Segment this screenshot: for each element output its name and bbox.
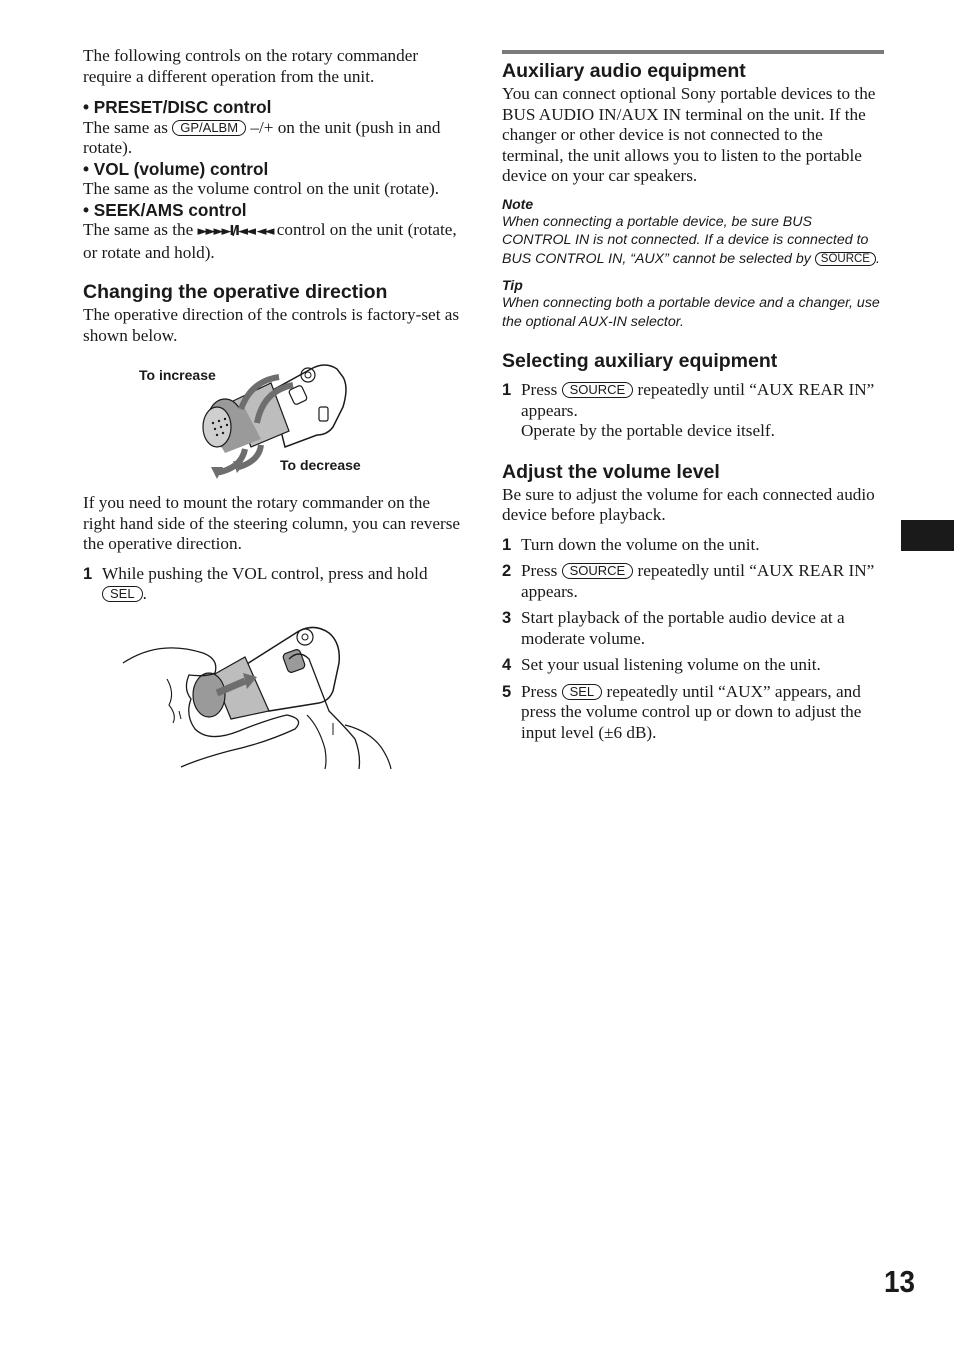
step-text: Set your usual listening volume on the unit. bbox=[521, 655, 821, 674]
hand-figure bbox=[83, 619, 465, 769]
step-number: 1 bbox=[83, 564, 93, 583]
source-button-label: SOURCE bbox=[815, 252, 876, 266]
note-label: Note bbox=[502, 195, 534, 212]
step-number: 1 bbox=[502, 381, 512, 399]
list-item bbox=[502, 561, 884, 602]
selecting-step-1 bbox=[502, 380, 884, 442]
step-text: Turn down the volume on the unit. bbox=[521, 534, 760, 554]
selecting-heading: Selecting auxiliary equipment bbox=[502, 350, 778, 372]
list-item bbox=[502, 608, 884, 649]
rotary-figure bbox=[83, 361, 465, 489]
hand-operation-illustration bbox=[119, 619, 419, 769]
adjust-steps bbox=[502, 535, 884, 744]
control-description: The same as the volume control on the unit (rotate). bbox=[83, 179, 440, 198]
step-text: Press SOURCE repeatedly until “AUX REAR IN” appears. Operate by the portable device itself. bbox=[521, 380, 875, 440]
step-text: Press SOURCE repeatedly until “AUX REAR IN” appears. bbox=[521, 561, 875, 601]
control-title: • PRESET/DISC control bbox=[83, 97, 272, 117]
seek-symbol: ►►►►I/I◄◄ ◄◄ bbox=[197, 224, 273, 239]
changing-heading: Changing the operative direction bbox=[83, 281, 388, 303]
changing-text: The operative direction of the controls is factory-set as shown below. bbox=[83, 305, 460, 345]
right-column bbox=[502, 50, 884, 743]
step-text: Press SEL repeatedly until “AUX” appears, and press the volume control up or down to adjust the input level (±6 dB). bbox=[521, 681, 862, 742]
list-item bbox=[502, 682, 884, 744]
step-text: Start playback of the portable audio device at a moderate volume. bbox=[521, 608, 845, 648]
adjust-heading: Adjust the volume level bbox=[502, 460, 720, 483]
tip-label: Tip bbox=[502, 277, 523, 293]
list-item bbox=[502, 655, 884, 676]
to-decrease-label: To decrease bbox=[280, 457, 361, 473]
changing-step-1 bbox=[83, 564, 465, 605]
list-item bbox=[83, 97, 465, 159]
step-number: 3 bbox=[502, 609, 512, 627]
control-description: The same as GP/ALBM –/+ on the unit (push in and rotate). bbox=[83, 117, 441, 157]
tip-text: When connecting both a portable device and a changer, use the optional AUX-IN selector. bbox=[502, 295, 880, 330]
source-button-label: SOURCE bbox=[562, 563, 634, 579]
page-number: 13 bbox=[884, 1264, 916, 1299]
adjust-text: Be sure to adjust the volume for each connected audio device before playback. bbox=[502, 484, 875, 524]
intro-text: The following controls on the rotary commander require a different operation from the unit. bbox=[83, 46, 419, 86]
gp-albm-button-label: GP/ALBM bbox=[172, 120, 246, 136]
control-title: • VOL (volume) control bbox=[83, 158, 269, 179]
note-text: When connecting a portable device, be sure BUS CONTROL IN is not connected. If a device is connected to BUS CONTROL IN, “AUX” cannot be selected by SOURCE . bbox=[502, 213, 880, 267]
sel-button-label: SEL bbox=[102, 586, 143, 602]
step-number: 1 bbox=[502, 535, 512, 554]
section-rule bbox=[502, 50, 884, 54]
rotary-commander-illustration bbox=[193, 361, 363, 479]
sel-button-label: SEL bbox=[562, 684, 603, 700]
list-item bbox=[502, 535, 884, 556]
changing-text-2: If you need to mount the rotary commander on the right hand side of the steering column, you can reverse the operative direction. bbox=[83, 493, 461, 553]
section-tab-marker bbox=[901, 520, 954, 551]
step-number: 5 bbox=[502, 682, 512, 701]
list-item bbox=[83, 159, 465, 200]
step-number: 4 bbox=[502, 656, 512, 674]
left-column bbox=[83, 46, 465, 769]
controls-list bbox=[83, 97, 465, 263]
list-item bbox=[83, 200, 465, 264]
control-description: The same as the ►►►►I/I◄◄ ◄◄ control on the unit (rotate, or rotate and hold). bbox=[83, 220, 457, 262]
step-text: While pushing the VOL control, press and hold SEL . bbox=[102, 563, 428, 603]
source-button-label: SOURCE bbox=[562, 382, 634, 398]
aux-heading: Auxiliary audio equipment bbox=[502, 60, 746, 82]
to-increase-label: To increase bbox=[139, 367, 216, 383]
aux-text: You can connect optional Sony portable devices to the BUS AUDIO IN/AUX IN terminal on the unit. If the changer or other device is not connected to the terminal, the unit allows you to listen to the portable device on your car speakers. bbox=[502, 84, 876, 185]
step-number: 2 bbox=[502, 562, 512, 580]
control-title: • SEEK/AMS control bbox=[83, 199, 247, 220]
